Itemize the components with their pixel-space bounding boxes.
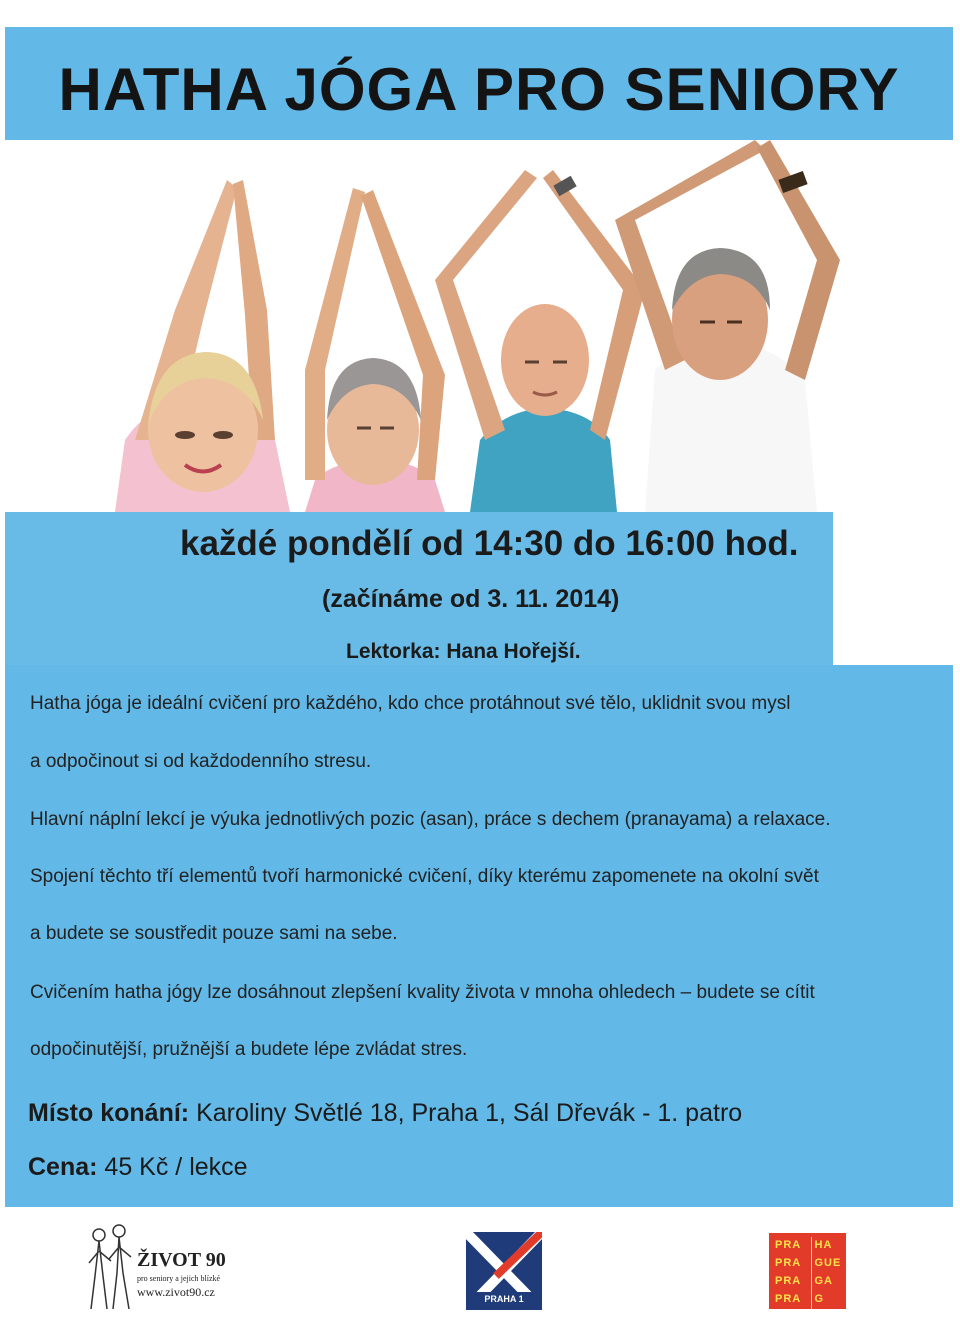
- description-line: odpočinutější, pružnější a budete lépe zvládat stres.: [30, 1039, 468, 1060]
- zivot90-logo: [85, 1221, 245, 1313]
- venue-value: Karoliny Světlé 18, Praha 1, Sál Dřevák - 1. patro: [196, 1099, 743, 1127]
- venue-label: Místo konání:: [28, 1099, 190, 1127]
- prague-grid-text: PRA: [775, 1257, 802, 1269]
- description-line: Hatha jóga je ideální cvičení pro každého, kdo chce protáhnout své tělo, uklidnit svou mysl: [30, 693, 791, 714]
- price-label: Cena:: [28, 1153, 98, 1181]
- description-line: Cvičením hatha jógy lze dosáhnout zlepšení kvality života v mnoha ohledech – budete se cítit: [30, 982, 815, 1003]
- lecturer-label: Lektorka:: [346, 640, 441, 663]
- praha1-label: PRAHA 1: [484, 1294, 524, 1304]
- prague-grid-text: G: [811, 1291, 847, 1309]
- lecturer-name: Hana Hořejší.: [446, 640, 581, 663]
- schedule-time: každé pondělí od 14:30 do 16:00 hod.: [180, 524, 799, 563]
- schedule-start-date: (začínáme od 3. 11. 2014): [322, 585, 620, 613]
- poster-title: HATHA JÓGA PRO SENIORY: [58, 56, 900, 123]
- seniors-yoga-photo: [5, 140, 953, 512]
- zivot90-figures-icon: [85, 1221, 135, 1313]
- price: [28, 1153, 248, 1182]
- prague-grid-text: GA: [811, 1273, 847, 1291]
- prague-grid-text: HA: [811, 1237, 847, 1255]
- zivot90-name: ŽIVOT 90: [137, 1249, 226, 1271]
- description-line: Spojení těchto tří elementů tvoří harmonické cvičení, díky kterému zapomenete na okolní svět: [30, 866, 819, 887]
- price-value: 45 Kč / lekce: [104, 1153, 248, 1181]
- zivot90-subtitle: pro seniory a jejich blízké: [137, 1274, 221, 1283]
- description-line: Hlavní náplní lekcí je výuka jednotlivých pozic (asan), práce s dechem (pranayama) a relaxace.: [30, 809, 831, 830]
- zivot90-url: www.zivot90.cz: [137, 1285, 215, 1299]
- prague-grid-text: GUE: [811, 1255, 847, 1273]
- praha1-logo: [466, 1232, 542, 1310]
- sponsor-logos: [0, 1207, 960, 1338]
- description-line: a odpočinout si od každodenního stresu.: [30, 751, 372, 772]
- description-line: a budete se soustředit pouze sami na sebe.: [30, 923, 398, 944]
- lecturer: [346, 640, 581, 664]
- prague-grid-text: PRA: [775, 1275, 802, 1287]
- venue: [28, 1099, 742, 1128]
- prague-grid-text: PRA: [775, 1239, 802, 1251]
- prague-grid-text: PRA: [775, 1293, 802, 1305]
- prague-city-logo: [769, 1233, 846, 1309]
